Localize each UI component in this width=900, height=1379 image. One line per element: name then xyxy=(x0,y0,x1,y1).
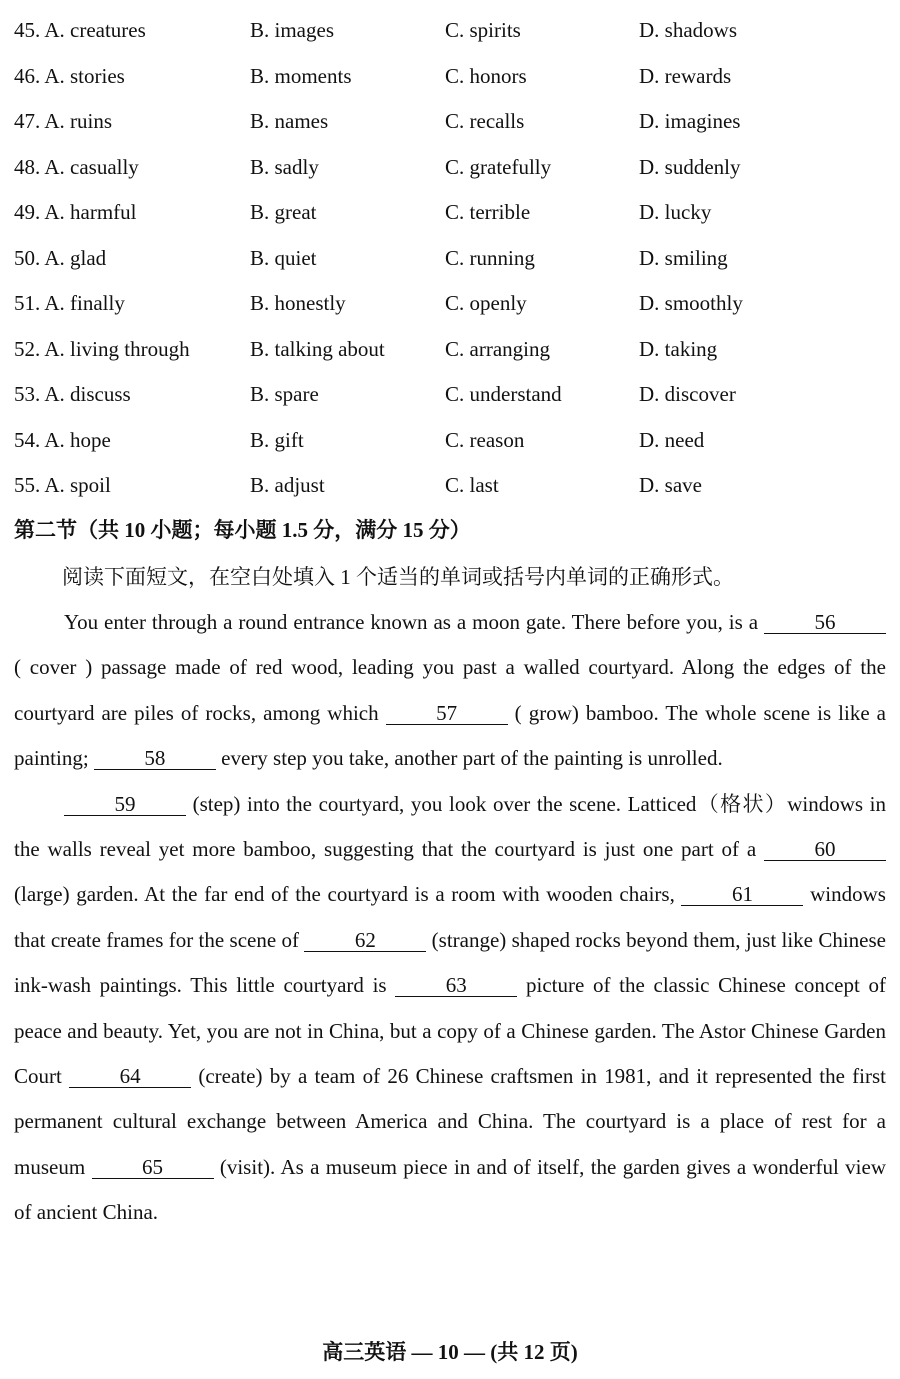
option-d: D. rewards xyxy=(639,63,732,88)
option-c: C. gratefully xyxy=(445,154,552,179)
answer-options-list xyxy=(14,8,894,509)
passage-text: (step) into the courtyard, you look over the scene. Latticed（格状）windows in the walls reveal yet more bamboo, suggesting that the courtyard is just one part of a xyxy=(14,791,886,862)
option-a: 52. A. living through xyxy=(14,336,190,361)
passage-text: (strange) shaped rocks beyond them, just like Chinese ink-wash paintings. This little courtyard is xyxy=(14,927,886,998)
option-b: B. honestly xyxy=(250,291,346,315)
option-c: C. last xyxy=(445,473,499,497)
option-row xyxy=(14,99,894,145)
option-c: C. spirits xyxy=(445,18,521,42)
option-a: 49. A. harmful xyxy=(14,200,137,224)
option-b: B. great xyxy=(250,200,317,224)
passage-text: picture of the classic Chinese concept of peace and beauty. Yet, you are not in China, but a copy of a Chinese garden. The Astor Chinese Garden Court xyxy=(14,973,886,1089)
option-d: D. suddenly xyxy=(639,154,741,179)
option-d: D. imagines xyxy=(639,109,741,133)
option-row xyxy=(14,372,894,418)
option-d: D. smoothly xyxy=(639,291,743,315)
option-d: D. smiling xyxy=(639,245,728,270)
option-d: D. save xyxy=(639,473,702,497)
option-c: C. understand xyxy=(445,382,562,406)
option-c: C. terrible xyxy=(445,200,531,224)
blank-58[interactable]: 58 xyxy=(94,747,216,770)
blank-59[interactable]: 59 xyxy=(64,793,186,816)
passage-text: (large) garden. At the far end of the courtyard is a room with wooden chairs, xyxy=(14,882,682,907)
passage-text: (create) by a team of 26 Chinese craftsmen in 1981, and it represented the first permanent cultural exchange between America and China. The courtyard is a place of rest for a museum xyxy=(14,1064,886,1179)
blank-61[interactable]: 61 xyxy=(681,883,803,906)
option-a: 51. A. finally xyxy=(14,291,125,315)
option-c: C. arranging xyxy=(445,336,550,361)
passage-text: ( cover ) passage made of red wood, leading you past a walled courtyard. Along the edges of the courtyard are piles of rocks, among which xyxy=(14,655,886,725)
option-a: 55. A. spoil xyxy=(14,473,111,497)
passage-text: You enter through a round entrance known as a moon gate. There before you, is a xyxy=(64,610,764,634)
option-c: C. running xyxy=(445,245,535,270)
option-d: D. taking xyxy=(639,336,718,361)
blank-64[interactable]: 64 xyxy=(69,1065,191,1088)
option-c: C. reason xyxy=(445,427,525,452)
page-footer: 高三英语 — 10 — (共 12 页) xyxy=(322,1340,578,1364)
option-b: B. sadly xyxy=(250,154,319,179)
option-b: B. adjust xyxy=(250,473,325,497)
blank-60[interactable]: 60 xyxy=(764,838,886,861)
passage-text: every step you take, another part of the painting is unrolled. xyxy=(215,746,723,771)
option-d: D. shadows xyxy=(639,18,737,42)
blank-56[interactable]: 56 xyxy=(764,611,886,634)
instruction-text: 阅读下面短文，在空白处填入 1 个适当的单词或括号内单词的正确形式。 xyxy=(62,565,734,589)
passage-text: windows that create frames for the scene of xyxy=(14,882,886,952)
option-row xyxy=(14,327,894,373)
reading-passage xyxy=(14,600,886,1236)
section-heading: 第二节（共 10 小题；每小题 1.5 分，满分 15 分） xyxy=(14,518,471,542)
passage-text: ( grow) bamboo. The whole scene is like a painting; xyxy=(14,700,886,771)
option-c: C. openly xyxy=(445,291,527,315)
option-a: 50. A. glad xyxy=(14,245,107,270)
option-b: B. images xyxy=(250,18,334,42)
option-c: C. honors xyxy=(445,63,527,88)
option-row xyxy=(14,418,894,464)
passage-text: (visit). As a museum piece in and of itself, the garden gives a wonderful view of ancient China. xyxy=(14,1154,886,1225)
blank-57[interactable]: 57 xyxy=(386,702,508,725)
blank-63[interactable]: 63 xyxy=(395,974,517,997)
option-row xyxy=(14,190,894,236)
blank-62[interactable]: 62 xyxy=(304,929,426,952)
blank-65[interactable]: 65 xyxy=(92,1156,214,1179)
option-row xyxy=(14,8,894,54)
option-row xyxy=(14,281,894,327)
option-b: B. spare xyxy=(250,382,319,406)
option-b: B. gift xyxy=(250,427,304,452)
option-b: B. moments xyxy=(250,63,352,88)
option-a: 53. A. discuss xyxy=(14,382,131,406)
option-c: C. recalls xyxy=(445,109,525,133)
option-a: 46. A. stories xyxy=(14,63,125,88)
option-b: B. names xyxy=(250,109,329,133)
option-row xyxy=(14,54,894,100)
paragraph-1 xyxy=(14,600,886,782)
option-d: D. discover xyxy=(639,382,736,406)
option-d: D. need xyxy=(639,427,705,452)
option-a: 47. A. ruins xyxy=(14,109,113,133)
paragraph-2 xyxy=(14,782,886,1236)
option-b: B. talking about xyxy=(250,336,385,361)
option-a: 48. A. casually xyxy=(14,154,139,179)
option-a: 45. A. creatures xyxy=(14,18,146,42)
option-a: 54. A. hope xyxy=(14,427,111,452)
option-row xyxy=(14,236,894,282)
option-b: B. quiet xyxy=(250,245,317,270)
option-row xyxy=(14,463,894,509)
option-row xyxy=(14,145,894,191)
option-d: D. lucky xyxy=(639,200,712,224)
